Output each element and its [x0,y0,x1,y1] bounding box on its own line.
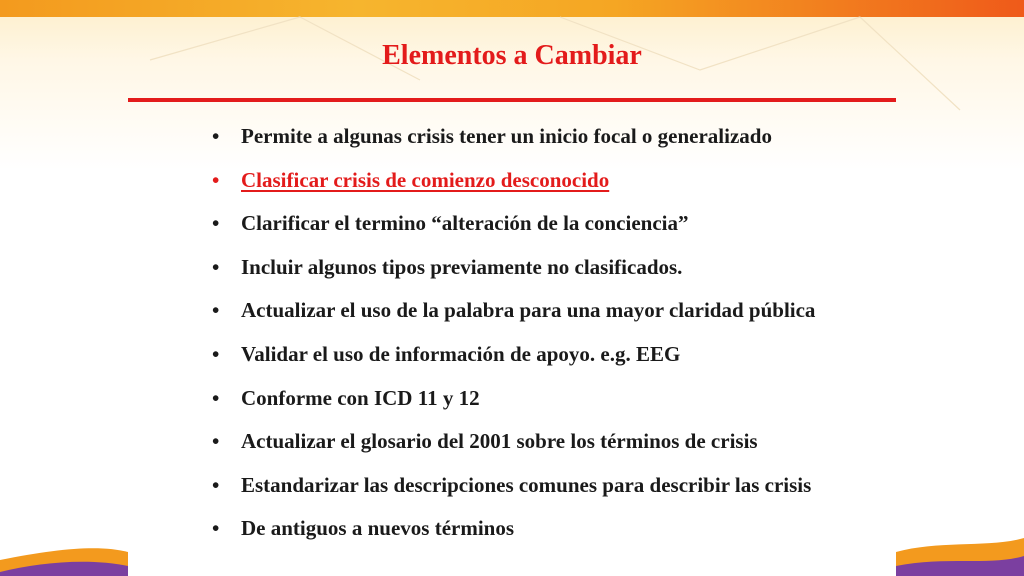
bullet-item [212,425,1002,469]
bullet-text: Permite a algunas crisis tener un inicio focal o generalizado [241,124,772,148]
bullet-list [212,120,1002,556]
bullet-dot: • [212,429,220,454]
bullet-dot: • [212,124,220,148]
bullet-text: Estandarizar las descripciones comunes para describir las crisis [241,472,812,497]
bullet-item-highlighted [212,164,1002,208]
bullet-text: Clasificar crisis de comienzo desconocido [241,167,610,192]
bullet-text: Actualizar el uso de la palabra para una mayor claridad pública [241,298,816,323]
bullet-dot: • [212,211,220,236]
bullet-item [212,251,1002,295]
bullet-item [212,382,1002,426]
bullet-item [212,338,1002,382]
bullet-item [212,120,1002,164]
bullet-text: De antiguos a nuevos términos [241,516,515,541]
bullet-dot: • [212,341,220,366]
bullet-item [212,207,1002,251]
bullet-text: Incluir algunos tipos previamente no clasificados. [241,254,683,279]
bullet-dot: • [212,298,220,323]
bullet-text: Validar el uso de información de apoyo. e.g. EEG [241,341,681,366]
bullet-text: Clarificar el termino “alteración de la conciencia” [241,211,689,236]
bullet-item [212,469,1002,513]
bullet-text: Actualizar el glosario del 2001 sobre los términos de crisis [241,429,758,454]
bullet-dot: • [212,254,220,279]
bullet-dot: • [212,385,220,410]
bullet-text: Conforme con ICD 11 y 12 [241,385,480,410]
slide-title: Elementos a Cambiar [382,40,642,71]
bullet-dot: • [212,516,220,541]
bullet-dot: • [212,472,220,497]
bullet-item [212,294,1002,338]
bullet-item [212,512,1002,556]
bullet-dot: • [212,167,220,192]
title-underline-rule [128,98,896,102]
